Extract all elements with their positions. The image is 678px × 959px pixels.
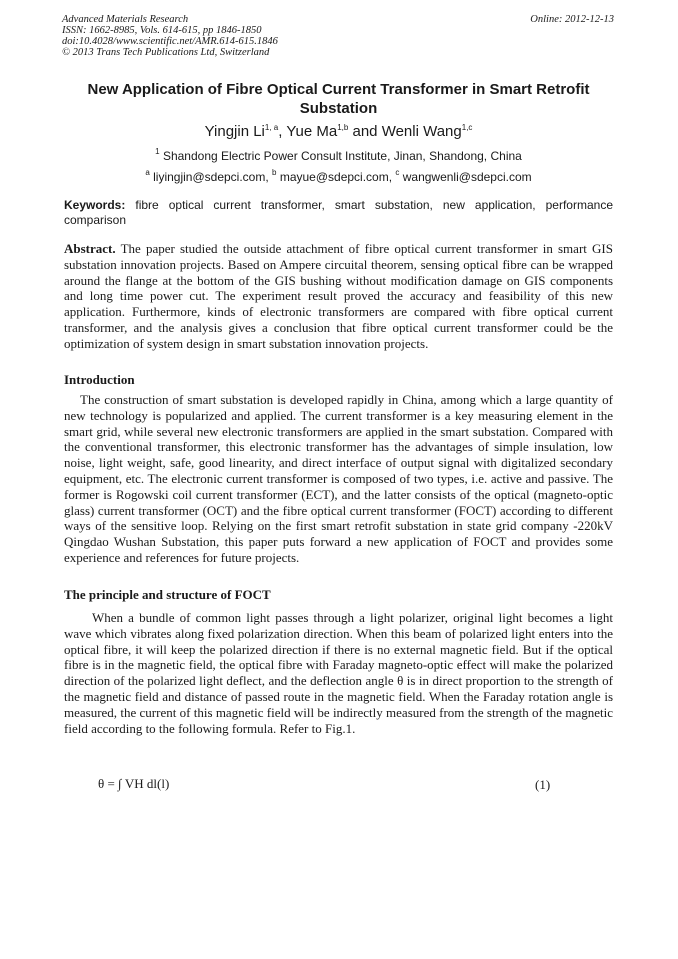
author-affiliation-mark: 1,c [461, 123, 473, 132]
author-separator: and [348, 123, 382, 140]
introduction-heading: Introduction [64, 372, 135, 387]
author-name: Yue Ma [286, 123, 338, 140]
journal-name: Advanced Materials Research [62, 14, 189, 25]
affiliation [62, 149, 615, 164]
paper-title: New Application of Fibre Optical Current Transformer in Smart Retrofit Substation [87, 81, 590, 117]
author-affiliation-mark: 1, a [264, 123, 279, 132]
equation-formula: θ = ∫ VH dl(l) [98, 776, 170, 791]
issn-line: ISSN: 1662-8985, Vols. 614-615, pp 1846-1850 [62, 25, 262, 36]
keywords [64, 198, 613, 228]
doi-line: doi:10.4028/www.scientific.net/AMR.614-615.1846 [62, 36, 278, 47]
abstract [64, 241, 613, 352]
affiliation-text: Shandong Electric Power Consult Institute, Jinan, Shandong, China [159, 149, 522, 163]
online-date: Online: 2012-12-13 [530, 14, 614, 25]
author-name: Yingjin Li [204, 123, 265, 140]
principle-paragraph: When a bundle of common light passes through a light polarizer, original light becomes a light wave which vibrates along fixed polarization direction. When this beam of polarized light enters into the optical fibre, it will keep the polarized direction if there is no external magnetic field. But if the optical fibre is in the magnetic field, the optical fibre with Faraday magneto-optic effect will make the polarized direction of the polarized light deflect, and the deflection angle θ is in direct proportion to the strength of the magnetic field and distance of passed route in the magnetic field. When the Faraday rotation angle is measured, the current of this magnetic field will be indirectly measured from the strength of the magnetic field according to the following formula. Refer to Fig.1. [64, 610, 613, 736]
keywords-label: Keywords: [64, 198, 126, 212]
email-address: mayue@sdepci.com, [276, 170, 396, 184]
journal-header [62, 14, 422, 58]
email-mark: c [395, 168, 400, 177]
abstract-label: Abstract. [64, 241, 116, 256]
keywords-text: fibre optical current transformer, smart substation, new application, performance comparison [64, 198, 613, 227]
email-address: wangwenli@sdepci.com [399, 170, 532, 184]
email-address: liyingjin@sdepci.com, [149, 170, 273, 184]
author-name: Wenli Wang [381, 123, 462, 140]
email-mark: a [145, 168, 150, 177]
author-separator: , [278, 123, 287, 140]
affiliation-mark: 1 [155, 147, 160, 156]
author-list [62, 122, 615, 141]
abstract-text: The paper studied the outside attachment of fibre optical current transformer in smart GIS substation innovation projects. Based on Ampere circuital theorem, sensing optical fibre can be wrapped around the flange at the bottom of the GIS bushing without modification damage on GIS components and long time power cut. The experiment result proved the accuracy and feasibility of this new application. Furthermore, kinds of electronic transformers are compared with fibre optical current transformer, and the analysis gives a conclusion that fibre optical current transformer could be the optimization of system design in smart substation innovation projects. [64, 241, 613, 351]
principle-heading: The principle and structure of FOCT [64, 587, 271, 602]
author-emails [62, 170, 615, 185]
copyright-line: © 2013 Trans Tech Publications Ltd, Switzerland [62, 47, 270, 58]
introduction-paragraph: The construction of smart substation is developed rapidly in China, among which a large quantity of new technology is popularized and applied. The current transformer is a key measuring element in the smart grid, while several new electronic transformers are applied in the smart substation. Compared with the conventional transformer, this electronic transformer has the advantages of simple insulation, low noise, light weight, safe, good linearity, and direct interface of output signal with digitalized secondary equipment, etc. The electronic current transformer is composed of two types, i.e. active and passive. The former is Rogowski coil current transformer (ECT), and the latter consists of the optical (magneto-optic glass) current transformer (OCT) and the fibre optical current transformer (FOCT) according to different ways of the sensitive loop. Relying on the first smart retrofit substation in state grid company -220kV Qingdao Wushan Substation, this paper puts forward a new application of FOCT and provides some experience and references for future projects. [64, 392, 613, 565]
email-mark: b [272, 168, 277, 177]
author-affiliation-mark: 1,b [337, 123, 349, 132]
equation-number: (1) [535, 777, 551, 792]
